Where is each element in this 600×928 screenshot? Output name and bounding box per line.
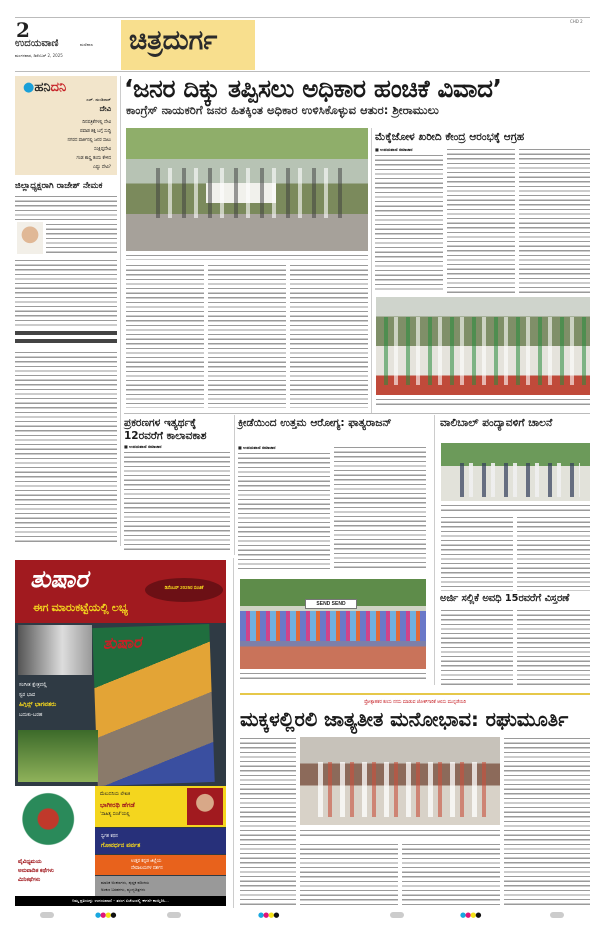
volleyball-photo [441,443,590,501]
article-body-text [46,222,117,256]
cover-brand: ತುಷಾರ [102,632,142,653]
column-divider [371,128,372,413]
crowd [376,317,590,385]
ad-text: ವೈವಿಧ್ಯಮಯ [18,859,42,865]
article-body-text [441,515,513,591]
ad-text: ಗೋವರ್ಧನ ಪರ್ವತ [101,842,141,849]
article-body-text [519,147,590,293]
ad-feature-2-panel [95,786,226,827]
ad-issue-badge: ಡಿಸೆಂಬರ್ 2025ರ ಸಂಚಿಕೆ [145,578,223,602]
article-body-text [375,153,443,293]
article-body-text [238,451,330,571]
sports-headline: ಕ್ರೀಡೆಯಿಂದ ಉತ್ತಮ ಆರೋಗ್ಯ: ಫಾತ್ಯರಾಜನ್ [238,417,392,429]
photo-caption [300,828,500,838]
ad-feature-5 [95,876,226,896]
ad-text: ಹಿಗ್ಗಿನ್ಸ್ ಭಾಗವತರು [19,701,57,708]
article-body-text [300,842,398,906]
top-rule [15,17,590,18]
ad-text: ಸ್ವರ ಭಾವ [19,692,36,698]
ad-text: ಉತ್ತರ ಕನ್ನಡ ಜಿಲ್ಲೆಯ [131,859,162,864]
column-divider [120,76,121,546]
article-body-text [15,194,117,222]
article-body-text [290,263,368,408]
ad-portrait-photo [18,625,92,675]
left-article-2-title [15,330,117,346]
people [310,762,490,817]
cases-headline [124,417,207,443]
bottom-kicker: ಪ್ರೋತ್ಸಾಹಕರ ಕಣಸು ನನಸು ಮಾಡುವ ಜೋಶ್‌ಗಾರಿಕೆ ಆಲಿಸು ಮುನ್ನಡೆಯಿರಿ [364,700,466,705]
ad-illustration-panel [15,786,95,896]
page-number: 2 [16,18,30,42]
ad-text: ಮಿನಿಕಥೆಗಳು [18,877,41,883]
ad-text: ಅನುವಾದಿತ ಕಥೆಗಳು [18,868,54,874]
bottom-headline: ಮಕ್ಕಳಲ್ಲಿರಲಿ ಜಾತ್ಯತೀತ ಮನೋಭಾವ: ರಘುಮೂರ್ತಿ [240,708,569,731]
poem-line: ಎಷ್ಟು ದೇವಿ? [93,165,111,170]
ad-feature-2 [100,790,135,820]
lead-subheadline: ಕಾಂಗ್ರೆಸ್ ನಾಯಕರಿಗೆ ಜನರ ಹಿತಕ್ಕಿಂತ ಅಧಿಕಾರ ಉಳಿಸಿಕೊಳ್ಳುವ ಆತುರ: ಶ್ರೀರಾಮುಲು [126,103,439,117]
ad-feature-6 [18,858,54,885]
edition-label: ಮಣಿಪಾಲ [80,42,94,47]
ad-text: 'ಸಾಹಿತ್ಯ ಸಂಜೆ'ಯಲ್ಲಿ [100,812,130,817]
ad-text: ಸಂಗೀತ ಕ್ಷೇತ್ರದಲ್ಲಿ [19,682,47,688]
photo-caption [376,397,590,408]
article-body-text [517,515,590,591]
article-body-text [208,263,286,408]
color-bar: ●●●● [460,911,481,919]
yellow-rule [240,693,590,695]
dani-title: ದನಿ [50,80,67,95]
left-article-title: ಜಿಲ್ಲಾಧ್ಯಕ್ಷರಾಗಿ ರಾಜೇಶ್ ನೇಮಕ [15,181,103,191]
header-rule [15,71,590,72]
portrait-photo [17,222,43,254]
protest-photo [376,297,590,395]
color-bar: ●●●● [258,911,279,919]
registration-mark [550,912,564,918]
column-divider [234,415,235,555]
article-body-text [334,445,426,571]
ad-footer: ನಿಮ್ಮ ಪ್ರತಿಯನ್ನು ಉದಯವಾಣಿ – ತರಂಗ ಏಜೆಂಟರಲ್ಲಿ ಈಗಲೇ ಕಾಯ್ದಿರಿಸಿ... [15,896,226,906]
color-bar: ●●●● [95,911,116,919]
ad-text: ಮಾಸಿಕ ಅಂಕಣಗಳು, ಪುಸ್ತಕ ಪರಿಚಯ [101,880,150,885]
poem-body [67,118,111,172]
ad-brand: ತುಷಾರ [30,564,88,593]
ad-text: ದೇವಾಲಯಗಳ ದರ್ಶನ [131,866,163,871]
page-code: CHD 2 [570,19,583,24]
date: ಮಂಗಳವಾರ, ಡಿಸೆಂಬರ್ 2, 2025 [15,53,63,58]
article-body-text [124,450,230,550]
ad-feature-4 [95,855,226,875]
rally-photo [126,128,368,251]
ad-feature-3 [95,828,226,854]
ad-text: ಸ್ವಗತ ಕಥನ [101,834,118,839]
lead-headline: ‘ಜನರ ದಿಕ್ಕು ತಪ್ಪಿಸಲು ಅಧಿಕಾರ ಹಂಚಿಕೆ ವಿವಾದ’ [124,74,502,103]
hani-dani-author: ಎಚ್. ಡುಂಡಿರಾಜ್ [86,97,111,102]
article-body-text [126,263,204,408]
ad-text: ಮೆಲುದನಿಯ ಲೇಖಕಿ [100,792,131,797]
column-divider [233,558,234,908]
poem-title: ದೇವಿ [99,106,111,113]
hani-title: ಹನಿ [34,80,51,95]
hani-dani-box [15,76,117,175]
players [240,611,426,641]
ad-author-photo [187,788,223,825]
article-body-text [15,258,117,328]
people [451,463,580,497]
cases-headline-line: 12ರವರೆಗೆ ಕಾಲಾವಕಾಶ [124,430,207,442]
article-body-text [441,608,513,686]
byline: ■ ಉದಯವಾಣಿ ಸಮಾಚಾರ [238,445,276,450]
article-body-text [402,842,500,906]
cases-headline-line: ಪ್ರಕರಣಗಳ ಇತ್ಯರ್ಥಕ್ಕೆ [124,417,197,429]
ad-text: ಭಾಗೀರಥಿ ಹೆಗಡೆ [100,801,135,809]
byline: ■ ಉದಯವಾಣಿ ಸಮಾಚಾರ [124,444,162,449]
football-team-photo [240,579,426,669]
article-body-text [517,608,590,686]
registration-mark [167,912,181,918]
ad-text: ಅಂಕಣ ಬರಹಗಳು, ವ್ಯಂಗ್ಯಚಿತ್ರಗಳು [101,887,146,892]
article-body-text [15,350,117,545]
hani-dani-title [23,80,66,95]
section-rule [124,413,590,414]
photo-caption [240,671,426,681]
poem-line: ಸಂಕ್ಷಿಪ್ತದೇವಿ [94,147,111,152]
volleyball-headline: ವಾಲಿಬಾಲ್ ಪಂದ್ಯಾವಳಿಗೆ ಚಾಲನೆ [440,417,553,429]
poem-line: ದಿನಪತ್ರಿಕೆಗಳಲ್ಲಿ ದೇವಿ [82,120,111,125]
column-divider [434,415,435,685]
crowd [146,168,346,218]
poem-line: ಗಂಡ ಶಾಸ್ತ್ರ ತಂದು ಕೇಳಿದ [76,156,111,161]
section-title: ಚಿತ್ರದುರ್ಗ [121,20,255,70]
registration-mark [390,912,404,918]
article-body-text [504,736,590,906]
drop-icon: ● [23,80,35,95]
ad-plant-illustration [21,789,89,849]
article-body-text [447,147,515,293]
photo-caption [126,253,368,260]
registration-mark [40,912,54,918]
ad-feature-1 [19,680,56,720]
tushara-ad[interactable] [15,560,226,906]
masthead-logo: ಉದಯವಾಣಿ [15,38,59,49]
ad-text: ಬದುಕು-ಬರಹ [19,712,43,718]
article-body-text [240,736,296,906]
maize-headline: ಮೆಕ್ಕೆಜೋಳ ಖರೀದಿ ಕೇಂದ್ರ ಆರಂಭಕ್ಕೆ ಆಗ್ರಹ [375,131,525,143]
ad-forest-photo [18,730,98,782]
byline: ■ ಉದಯವಾಣಿ ಸಮಾಚಾರ [375,147,413,152]
ad-tagline: ಈಗ ಮಾರುಕಟ್ಟೆಯಲ್ಲಿ ಲಭ್ಯ [33,602,128,614]
poem-line: ನಗರದ ಪಾರ್ಕಿನಲ್ಲಿ ಜನರ ಸಾಲು [67,138,111,143]
event-banner: SEND SEND [305,599,357,609]
poem-line: ಪವಾಡ ಶಕ್ತಿ ಬಗ್ಗೆ ಸುದ್ದಿ [79,129,111,134]
magazine-cover [92,624,214,786]
photo-caption [441,503,590,512]
deadline-headline: ಅರ್ಜಿ ಸಲ್ಲಿಕೆ ಅವಧಿ 15ರವರೆಗೆ ವಿಸ್ತರಣೆ [440,593,570,604]
school-event-photo [300,737,500,825]
